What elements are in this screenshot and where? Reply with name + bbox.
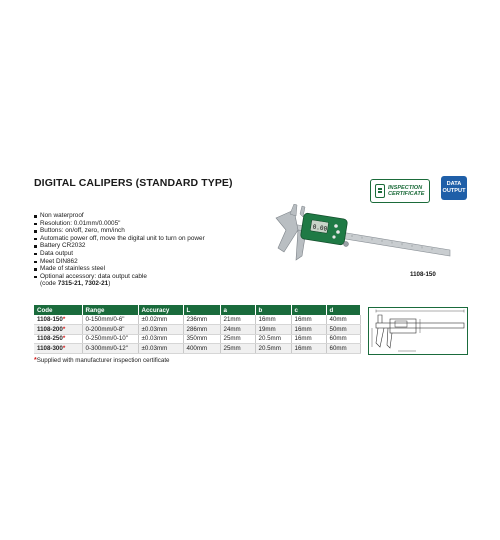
code-cell [34, 334, 82, 344]
d-cell: 40mm [326, 315, 360, 325]
b-cell: 16mm [255, 315, 291, 325]
feature-item: Battery CR2032 [34, 242, 205, 250]
data-output-badge [441, 176, 467, 200]
table-row [34, 325, 360, 335]
table-header-row [34, 305, 360, 315]
feature-item: Optional accessory: data output cable [34, 273, 205, 281]
l-cell: 400mm [183, 344, 220, 354]
data-output-line1: DATA [446, 181, 462, 187]
accuracy-cell: ±0.03mm [138, 344, 183, 354]
data-output-line2: OUTPUT [442, 188, 466, 194]
accessory-code-values: 7315-21, 7302-21 [57, 280, 109, 288]
feature-list [34, 212, 205, 288]
d-cell: 50mm [326, 325, 360, 335]
code-value: 1108-250 [37, 335, 63, 343]
specification-table [34, 305, 361, 354]
l-cell: 286mm [183, 325, 220, 335]
code-cell [34, 344, 82, 354]
feature-item: Meet DIN862 [34, 258, 205, 266]
a-cell: 25mm [220, 334, 255, 344]
feature-item: Data output [34, 250, 205, 258]
accuracy-cell: ±0.03mm [138, 334, 183, 344]
star-mark: * [62, 325, 66, 333]
b-cell: 19mm [255, 325, 291, 335]
column-header: Code [34, 305, 82, 315]
d-cell: 60mm [326, 334, 360, 344]
b-cell: 20.5mm [255, 344, 291, 354]
code-value: 1108-300 [37, 345, 63, 353]
d-cell: 60mm [326, 344, 360, 354]
footnote [34, 357, 170, 364]
column-header: Range [82, 305, 138, 315]
accuracy-cell: ±0.02mm [138, 315, 183, 325]
l-cell: 236mm [183, 315, 220, 325]
inspection-certificate-badge [370, 179, 430, 203]
column-header: d [326, 305, 360, 315]
accessory-code-line [34, 280, 205, 288]
c-cell: 16mm [291, 315, 326, 325]
star-mark: * [62, 335, 66, 343]
footnote-star: * [34, 357, 37, 364]
feature-item: Non waterproof [34, 212, 205, 220]
table-row [34, 334, 360, 344]
star-mark: * [62, 316, 66, 324]
accessory-code-prefix: (code [40, 280, 58, 288]
accuracy-cell: ±0.03mm [138, 325, 183, 335]
range-cell: 0-300mm/0-12" [82, 344, 138, 354]
column-header: c [291, 305, 326, 315]
inspection-line2: CERTIFICATE [388, 191, 425, 197]
l-cell: 350mm [183, 334, 220, 344]
code-cell [34, 315, 82, 325]
c-cell: 16mm [291, 334, 326, 344]
range-cell: 0-250mm/0-10" [82, 334, 138, 344]
column-header: b [255, 305, 291, 315]
a-cell: 24mm [220, 325, 255, 335]
accessory-code-suffix: ) [108, 280, 111, 288]
c-cell: 16mm [291, 344, 326, 354]
inspection-line1: INSPECTION [388, 184, 423, 191]
inspection-certificate-text [388, 185, 424, 198]
caliper-product-image [272, 204, 452, 268]
a-cell: 25mm [220, 344, 255, 354]
table-row [34, 315, 360, 325]
star-mark: * [62, 345, 66, 353]
code-cell [34, 325, 82, 335]
code-value: 1108-150 [37, 316, 63, 324]
feature-item: Buttons: on/off, zero, mm/inch [34, 227, 205, 235]
caliper-display-readout: 0.00 [312, 223, 328, 233]
table-row [34, 344, 360, 354]
caliper-dimension-diagram [368, 307, 468, 355]
range-cell: 0-150mm/0-6" [82, 315, 138, 325]
column-header: Accuracy [138, 305, 183, 315]
b-cell: 20.5mm [255, 334, 291, 344]
feature-item: Automatic power off, move the digital unit to turn on power [34, 235, 205, 243]
certificate-icon [375, 184, 385, 198]
page-title: DIGITAL CALIPERS (STANDARD TYPE) [34, 177, 233, 189]
feature-item: Resolution: 0.01mm/0.0005" [34, 220, 205, 228]
c-cell: 16mm [291, 325, 326, 335]
range-cell: 0-200mm/0-8" [82, 325, 138, 335]
code-value: 1108-200 [37, 325, 63, 333]
column-header: L [183, 305, 220, 315]
footnote-text: Supplied with manufacturer inspection certificate [36, 357, 170, 364]
column-header: a [220, 305, 255, 315]
feature-item: Made of stainless steel [34, 265, 205, 273]
a-cell: 21mm [220, 315, 255, 325]
product-model-label: 1108-150 [410, 271, 436, 278]
